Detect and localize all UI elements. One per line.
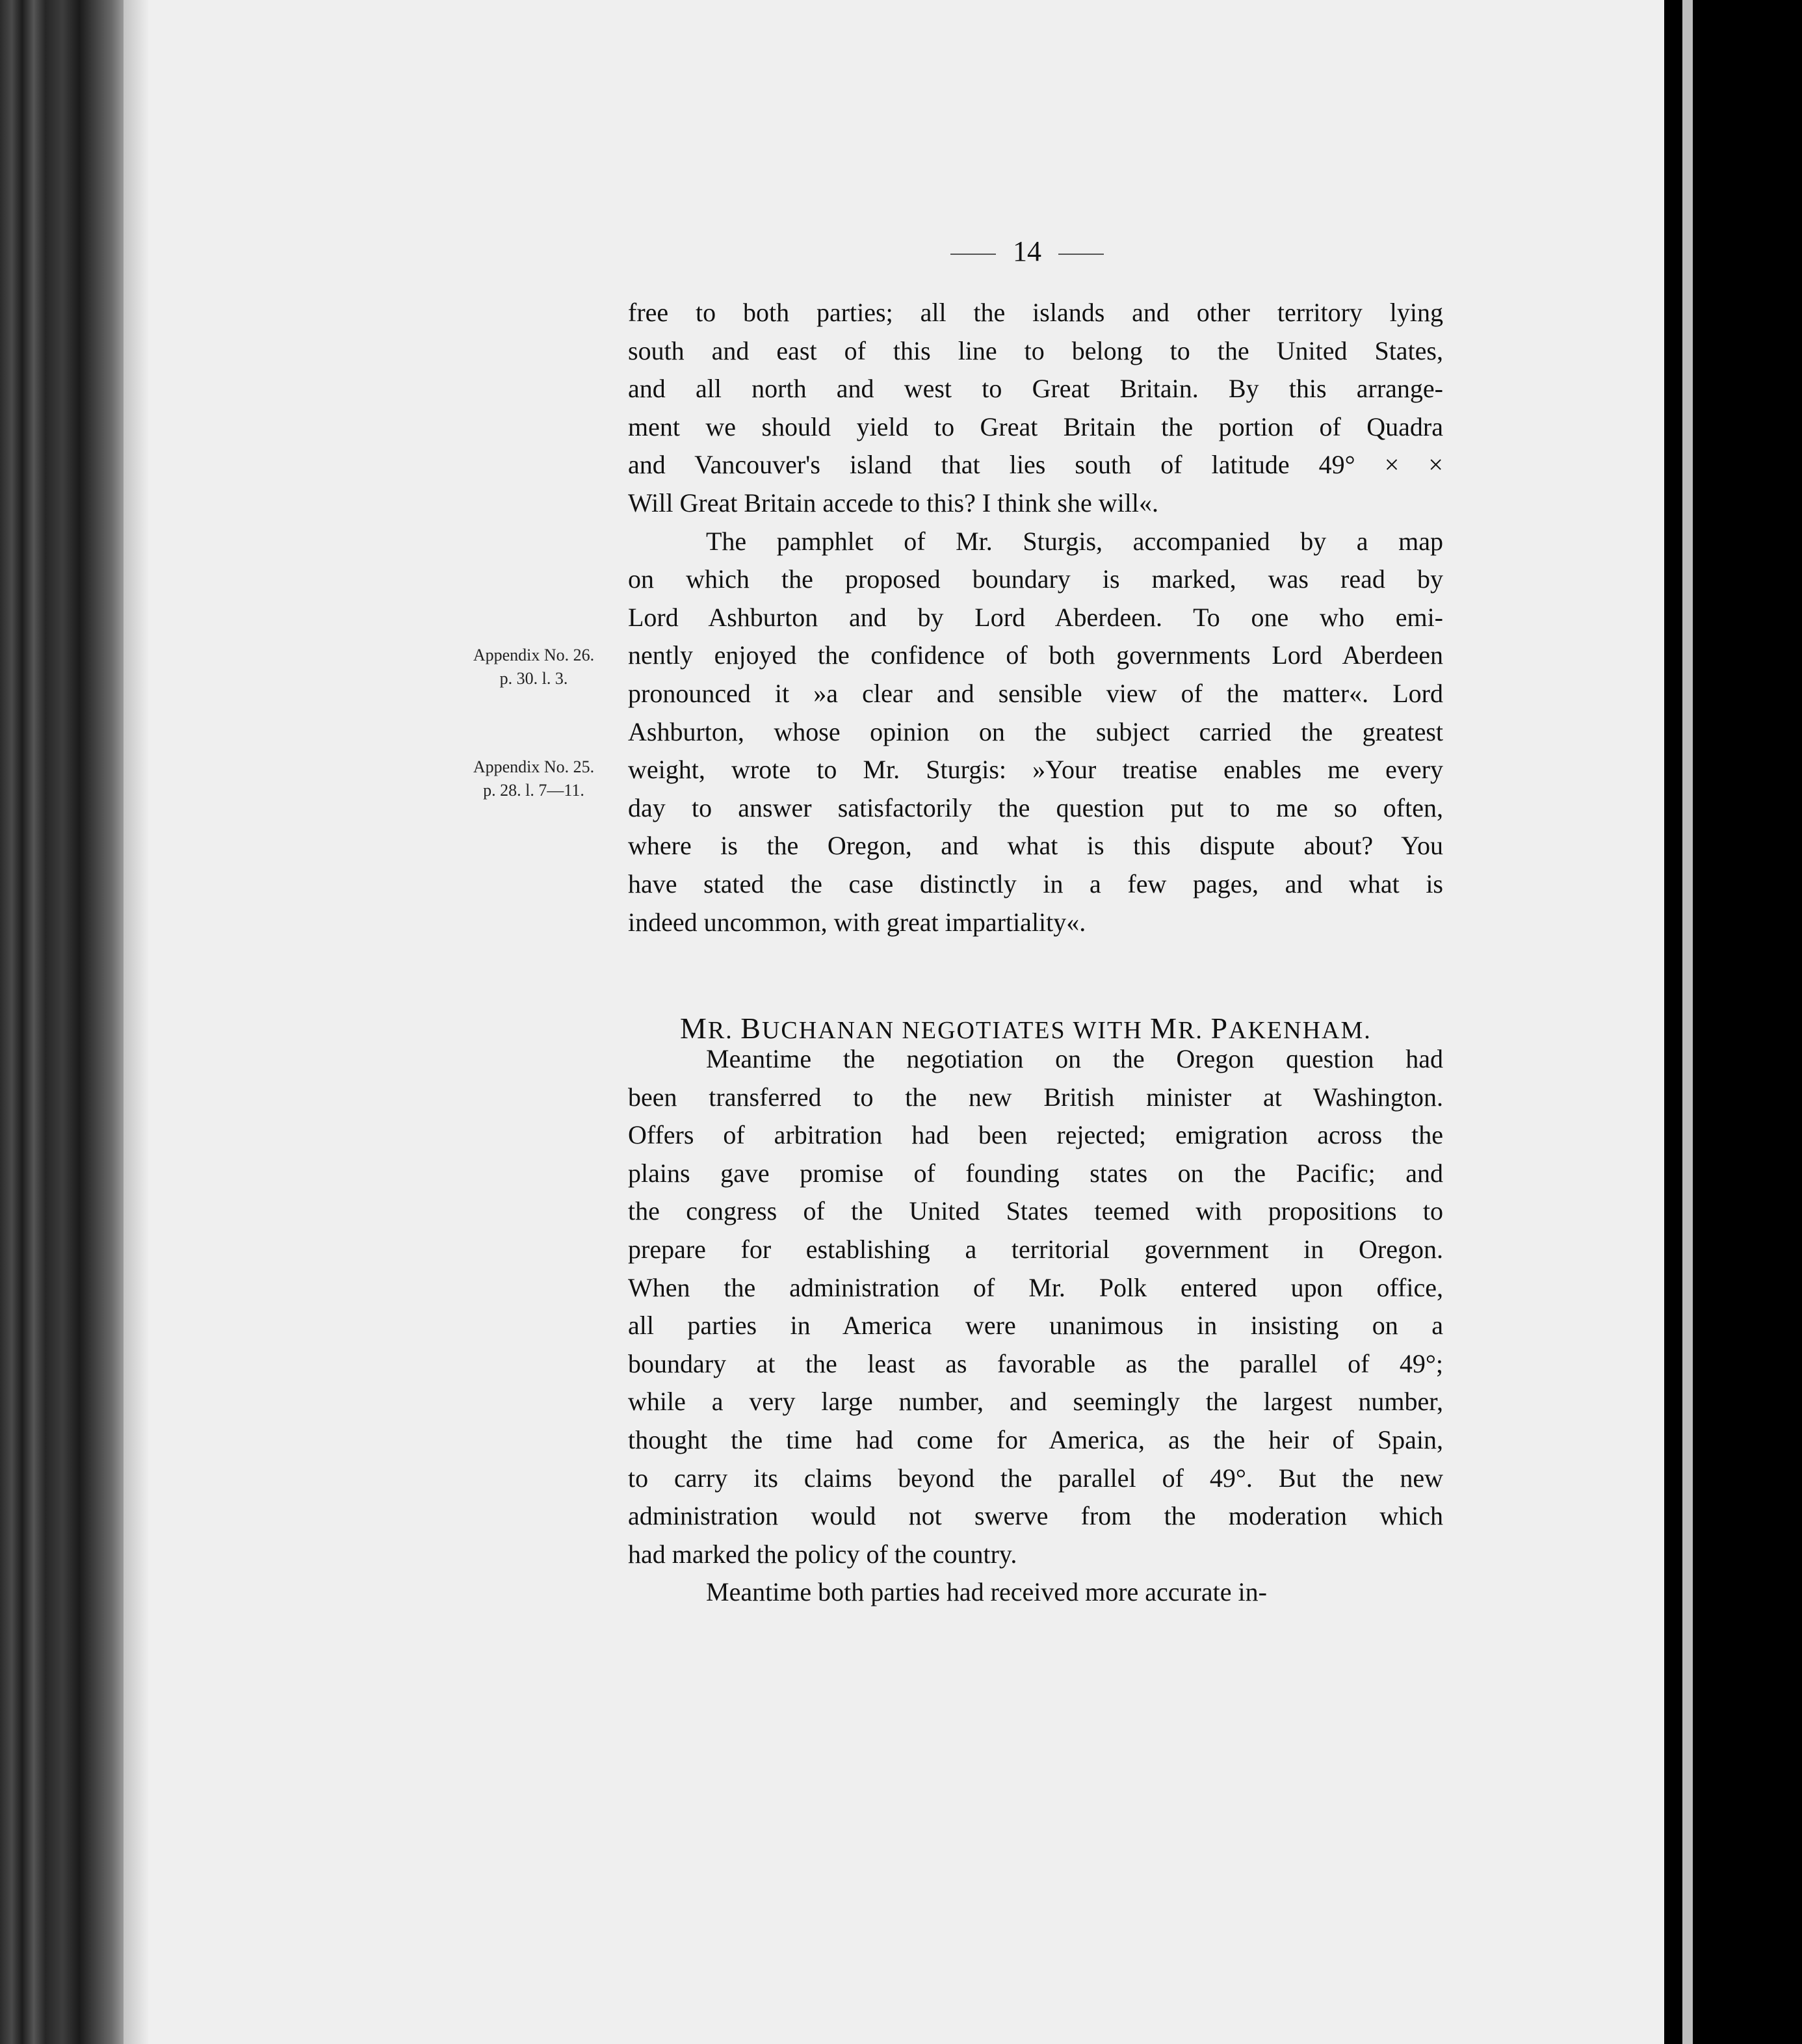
text-line: Meantime the negotiation on the Oregon question had <box>706 1044 1443 1073</box>
text-line: free to both parties; all the islands and other territory lying <box>628 298 1443 327</box>
text-line: prepare for establishing a territorial government in Oregon. <box>628 1234 1443 1264</box>
text-line: all parties in America were unanimous in insisting on a <box>628 1311 1443 1341</box>
margin-note-line: p. 30. l. 3. <box>499 669 568 688</box>
text-line: on which the proposed boundary is marked, was read by <box>628 564 1443 594</box>
text-line: boundary at the least as favorable as the parallel of 49°; <box>628 1348 1443 1378</box>
text-line: ment we should yield to Great Britain the portion of Quadra <box>628 412 1443 441</box>
text-line: The pamphlet of Mr. Sturgis, accompanied by a map <box>706 526 1443 556</box>
text-line: Offers of arbitration had been rejected; emigration across the <box>628 1120 1443 1150</box>
text-line: plains gave promise of founding states on the Pacific; and <box>628 1158 1443 1188</box>
section-heading: MR. BUCHANAN NEGOTIATES WITH MR. PAKENHAM. <box>680 1012 1372 1045</box>
text-line: Ashburton, whose opinion on the subject carried the greatest <box>628 716 1443 746</box>
text-line: Meantime both parties had received more accurate in- <box>706 1577 1267 1607</box>
page-number-dash-right <box>1058 254 1104 255</box>
margin-note-line: Appendix No. 26. <box>473 646 595 664</box>
paragraph-block-1 <box>628 294 1443 941</box>
text-line: thought the time had come for America, as the heir of Spain, <box>628 1424 1443 1454</box>
page-number <box>923 229 1131 274</box>
text-line: while a very large number, and seemingly the largest number, <box>628 1387 1443 1417</box>
text-line: to carry its claims beyond the parallel of 49°. But the new <box>628 1463 1443 1493</box>
text-line: pronounced it »a clear and sensible view of the matter«. Lord <box>628 678 1443 708</box>
text-line: day to answer satisfactorily the question put to me so often, <box>628 793 1443 822</box>
paragraph-block-2 <box>628 1040 1443 1612</box>
margin-note-line: p. 28. l. 7—11. <box>483 781 584 800</box>
text-line: have stated the case distinctly in a few pages, and what is <box>628 869 1443 898</box>
margin-note-line: Appendix No. 25. <box>473 757 595 776</box>
next-page-sliver <box>1682 0 1693 2044</box>
page-number-text: 14 <box>1013 235 1041 267</box>
text-line: had marked the policy of the country. <box>628 1539 1017 1569</box>
text-line: When the administration of Mr. Polk entered upon office, <box>628 1272 1443 1302</box>
margin-note-appendix-25 <box>449 755 619 802</box>
book-spine <box>0 0 124 2044</box>
text-line: south and east of this line to belong to the United States, <box>628 335 1443 365</box>
text-line: administration would not swerve from the moderation which <box>628 1501 1443 1531</box>
page-number-dash-left <box>950 254 996 255</box>
text-line: Lord Ashburton and by Lord Aberdeen. To one who emi- <box>628 602 1443 632</box>
text-line: weight, wrote to Mr. Sturgis: »Your treatise enables me every <box>628 755 1443 785</box>
text-line: Will Great Britain accede to this? I think she will«. <box>628 488 1158 518</box>
text-line: the congress of the United States teemed with propositions to <box>628 1196 1443 1226</box>
margin-note-appendix-26 <box>449 644 619 690</box>
text-line: and Vancouver's island that lies south of latitude 49° × × <box>628 450 1443 480</box>
text-line: where is the Oregon, and what is this dispute about? You <box>628 831 1443 861</box>
text-line: been transferred to the new British minister at Washington. <box>628 1082 1443 1112</box>
text-line: and all north and west to Great Britain. By this arrange- <box>628 374 1443 404</box>
text-line: indeed uncommon, with great impartiality«. <box>628 907 1086 937</box>
text-line: nently enjoyed the confidence of both governments Lord Aberdeen <box>628 640 1443 670</box>
